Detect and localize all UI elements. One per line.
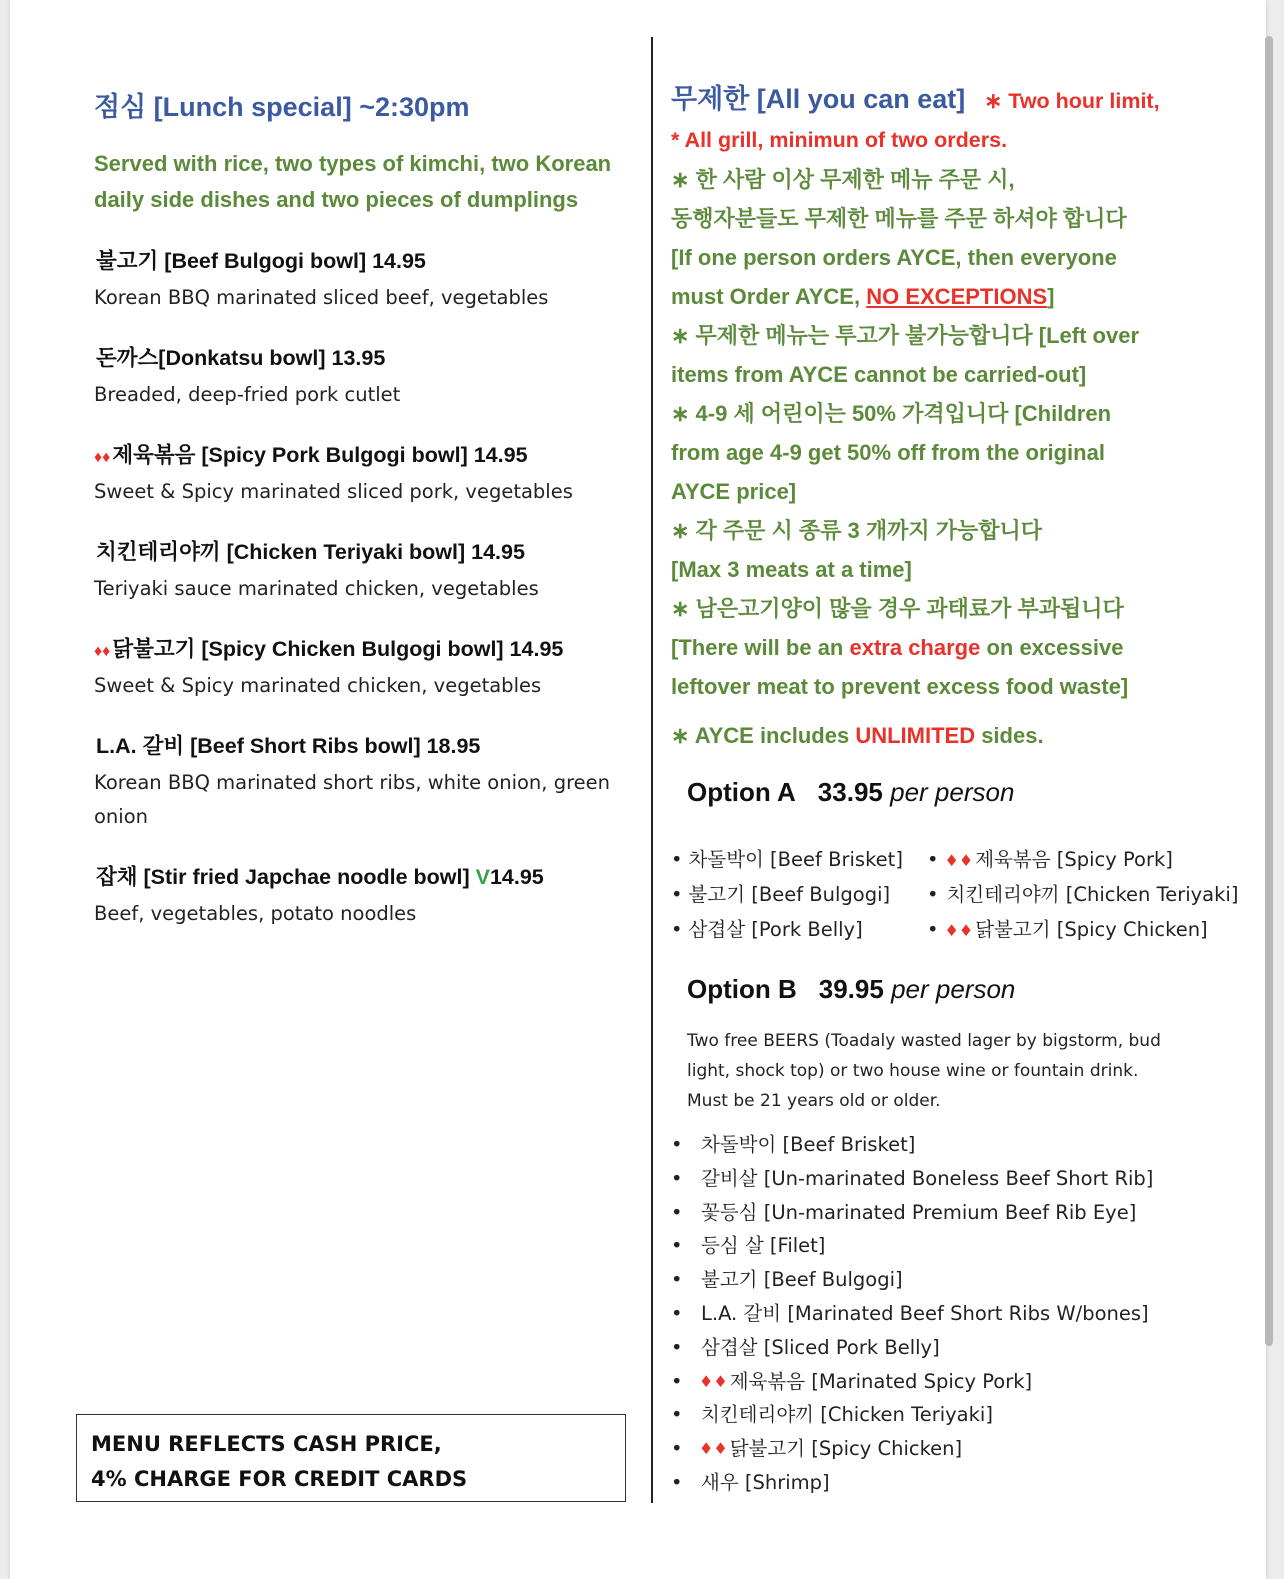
lunch-item	[94, 341, 634, 412]
item-description: Teriyaki sauce marinated chicken, vegetables	[94, 577, 539, 600]
extra-charge-text: extra charge	[849, 635, 981, 660]
vegetarian-icon: V	[475, 865, 490, 889]
lunch-item	[94, 244, 634, 315]
list-item: • 불고기 [Beef Bulgogi]	[671, 883, 891, 906]
lunch-section	[94, 88, 634, 957]
list-item: • 삼겹살 [Pork Belly]	[671, 918, 863, 941]
option-b-title: Option B 39.95 per person	[687, 974, 1016, 1004]
list-item: • L.A. 갈비 [Marinated Beef Short Ribs W/bones]	[671, 1301, 1149, 1325]
ayce-rule: ∗ 남은고기양이 많을 경우 과태료가 부과됩니다	[671, 596, 1124, 621]
option-a-title: Option A 33.95 per person	[687, 777, 1015, 807]
list-item: • 차돌박이 [Beef Brisket]	[671, 1133, 916, 1156]
list-item: • 치킨테리야끼 [Chicken Teriyaki]	[927, 883, 1239, 906]
menu-page	[10, 0, 1266, 1579]
spicy-icon: ♦♦	[944, 921, 974, 940]
spicy-icon: ♦♦	[944, 851, 974, 870]
ayce-rule: ∗ 각 주문 시 종류 3 개까지 가능합니다	[671, 518, 1042, 543]
list-item: • 삼겹살 [Sliced Pork Belly]	[671, 1335, 940, 1359]
spicy-icon: ♦♦	[699, 1439, 728, 1459]
unlimited-text: UNLIMITED	[855, 723, 976, 748]
list-item: • 꽃등심 [Un-marinated Premium Beef Rib Eye]	[671, 1200, 1137, 1224]
item-name: 돈까스[Donkatsu bowl] 13.95	[96, 346, 386, 370]
item-description: Korean BBQ marinated sliced beef, vegetables	[94, 286, 549, 309]
lunch-item	[94, 860, 634, 931]
list-item: • ♦♦ 닭불고기 [Spicy Chicken]	[671, 1432, 1271, 1466]
item-name: 불고기 [Beef Bulgogi bowl] 14.95	[96, 249, 426, 273]
ayce-rule: must Order AYCE, NO EXCEPTIONS]	[671, 284, 1055, 309]
cash-price-notice	[76, 1414, 626, 1502]
item-description: Korean BBQ marinated short ribs, white onion, green onion	[94, 771, 611, 828]
ayce-rule: items from AYCE cannot be carried-out]	[671, 362, 1087, 387]
lunch-title: 점심 [Lunch special] ~2:30pm	[94, 92, 470, 122]
ayce-time-limit: ∗ Two hour limit,	[984, 89, 1160, 113]
lunch-item	[94, 632, 634, 703]
lunch-item	[94, 729, 634, 834]
ayce-rule: [If one person orders AYCE, then everyone	[671, 245, 1117, 270]
list-item: • 새우 [Shrimp]	[671, 1470, 830, 1494]
spicy-icon: ♦♦	[94, 449, 111, 466]
item-name: ♦♦닭불고기 [Spicy Chicken Bulgogi bowl] 14.95	[94, 637, 564, 661]
ayce-title: 무제한 [All you can eat]	[671, 84, 966, 114]
notice-line: 4% CHARGE FOR CREDIT CARDS	[91, 1467, 468, 1491]
item-description: Beef, vegetables, potato noodles	[94, 902, 417, 925]
ayce-header	[671, 80, 1271, 121]
list-item: • ♦♦ 닭불고기 [Spicy Chicken]	[927, 918, 1208, 941]
ayce-rule: AYCE price]	[671, 479, 797, 504]
item-name: 치킨테리야끼 [Chicken Teriyaki bowl] 14.95	[96, 540, 525, 564]
ayce-rule: leftover meat to prevent excess food waste]	[671, 674, 1129, 699]
item-name: ♦♦제육볶음 [Spicy Pork Bulgogi bowl] 14.95	[94, 443, 528, 467]
list-item: • ♦♦ 제육볶음 [Spicy Pork]	[927, 848, 1173, 871]
item-description: Sweet & Spicy marinated sliced pork, vegetables	[94, 480, 573, 503]
spicy-icon: ♦♦	[94, 643, 111, 660]
ayce-rule: ∗ 무제한 메뉴는 투고가 불가능합니다 [Left over	[671, 323, 1140, 348]
ayce-sides: ∗ AYCE includes UNLIMITED sides.	[671, 723, 1044, 748]
column-divider	[651, 37, 653, 1503]
option-a-items	[671, 843, 1271, 948]
item-description: Breaded, deep-fried pork cutlet	[94, 383, 401, 406]
ayce-rule: 동행자분들도 무제한 메뉴를 주문 하셔야 합니다	[671, 206, 1127, 231]
list-item: • 불고기 [Beef Bulgogi]	[671, 1268, 903, 1292]
vertical-scrollbar[interactable]	[1265, 36, 1273, 1346]
lunch-item	[94, 438, 634, 509]
spicy-icon: ♦♦	[699, 1371, 728, 1391]
lunch-description: Served with rice, two types of kimchi, two Korean daily side dishes and two pieces of dumplings	[94, 151, 612, 212]
ayce-rule: [There will be an extra charge on excessive	[671, 635, 1124, 660]
no-exceptions-text: NO EXCEPTIONS	[866, 284, 1048, 309]
item-description: Sweet & Spicy marinated chicken, vegetables	[94, 674, 542, 697]
option-b-items	[671, 1128, 1271, 1500]
lunch-item	[94, 535, 634, 606]
list-item: • ♦♦ 제육볶음 [Marinated Spicy Pork]	[671, 1365, 1271, 1399]
list-item: • 치킨테리야끼 [Chicken Teriyaki]	[671, 1403, 993, 1427]
option-b-note: Two free BEERS (Toadaly wasted lager by bigstorm, bud light, shock top) or two house wine or fountain drink. Must be 21 years old or older.	[687, 1031, 1161, 1111]
ayce-rule: [Max 3 meats at a time]	[671, 557, 912, 582]
ayce-grill-rule: * All grill, minimun of two orders.	[671, 128, 1008, 152]
item-name: 잡채 [Stir fried Japchae noodle bowl] V14.95	[96, 865, 544, 889]
ayce-rule: ∗ 4-9 세 어린이는 50% 가격입니다 [Children	[671, 401, 1112, 426]
notice-line: MENU REFLECTS CASH PRICE,	[91, 1432, 442, 1456]
list-item: • 갈비살 [Un-marinated Boneless Beef Short Rib]	[671, 1166, 1154, 1190]
list-item: • 차돌박이 [Beef Brisket]	[671, 848, 903, 871]
ayce-section	[671, 80, 1271, 1500]
ayce-rule: from age 4-9 get 50% off from the original	[671, 440, 1105, 465]
item-name: L.A. 갈비 [Beef Short Ribs bowl] 18.95	[96, 734, 481, 758]
list-item: • 등심 살 [Filet]	[671, 1234, 826, 1258]
ayce-rule: ∗ 한 사람 이상 무제한 메뉴 주문 시,	[671, 167, 1015, 192]
